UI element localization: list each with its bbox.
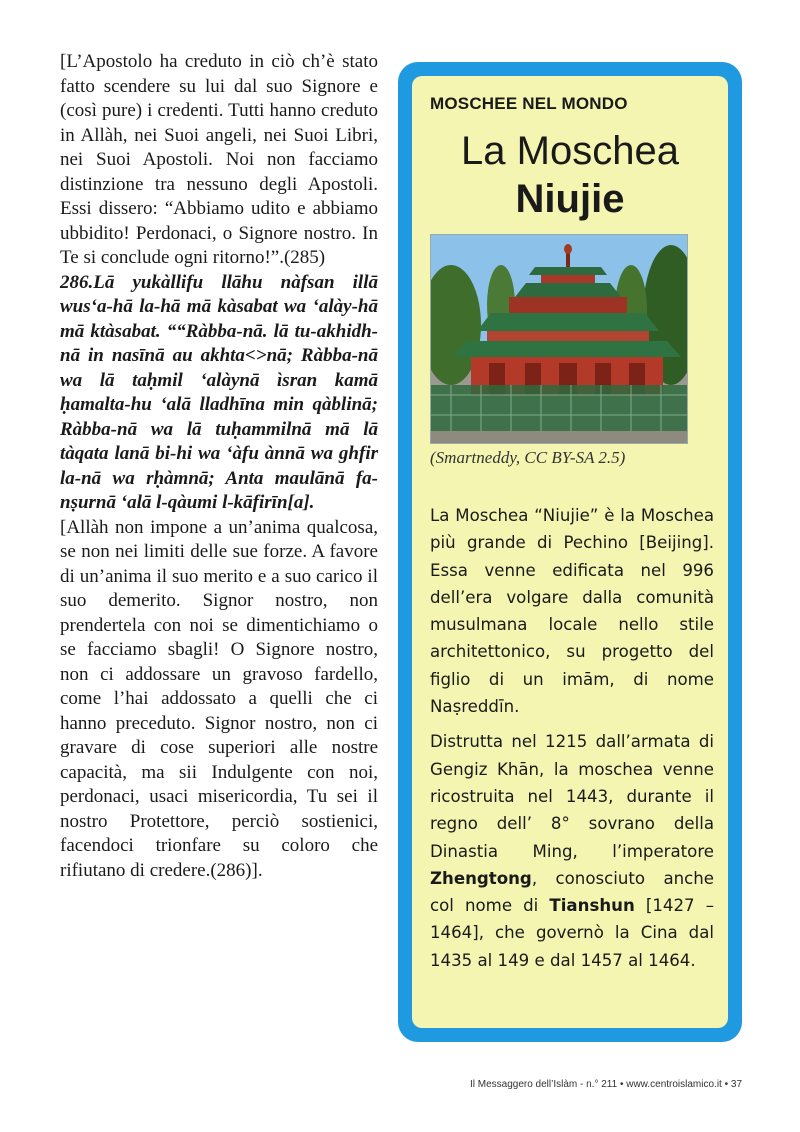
sidebar-paragraph-2 bbox=[430, 728, 714, 974]
sidebar-body bbox=[430, 502, 714, 982]
transliteration-verse-286: 286.Lā yukàllifu llāhu nàfsan illā wus‘a-hā la-hā mā kàsabat wa ‘alày-hā mā ktàsabat. ““Ràbba-nā. lā tu-akhidh-nā in nasīnā au akhta<>nā; Ràbba-nā wa lā taḥmil ‘alàynā ìsran kamā ḥamalta-hu ‘alā lladhīna min qàblinā; Ràbba-nā wa lā tuḥammilnā mā lā tàqata lanā bi-hi wa ‘àfu ànnā wa ghfir la-nā wa rḥàmnā; Anta maulānā fa-nṣurnā ‘alā l-qàumi l-kāfirīn[a]. bbox=[60, 271, 378, 513]
translation-paragraph-286: [Allàh non impone a un’anima qualcosa, se non nei limiti delle sue forze. A favore di un’anima il suo merito e a suo carico il suo demerito. Signor nostro, non prendertela con noi se dimentichiamo o se facciamo sbagli! O Signore nostro, non ci addossare un gravoso fardello, come l’hai addossato a quelli che ci hanno preceduto. Signor nostro, non ci gravare di cose superiori alle nostre capacità, ma sii Indulgente con noi, perdonaci, usaci misericordia, Tu sei il nostro Protettore, perciò sostienici, facendoci trionfare su coloro che rifiutano di credere.(286)]. bbox=[60, 516, 378, 881]
mosque-photo-illustration bbox=[431, 235, 687, 443]
sidebar-p2-part-e: [1427 – 1464], che governò la Cina dal 1435 al 149 e dal 1457 al 1464. bbox=[430, 896, 714, 970]
sidebar-inner bbox=[412, 76, 728, 1028]
sidebar-title-line-1: La Moschea bbox=[461, 129, 679, 173]
sidebar-title-line-2: Niujie bbox=[515, 177, 625, 221]
page-footer: Il Messaggero dell’Islàm - n.° 211 • www.centroislamico.it • 37 bbox=[469, 1079, 742, 1090]
section-kicker: MOSCHEE NEL MONDO bbox=[430, 94, 628, 113]
sidebar-p2-part-c: , conosciuto anche col nome di bbox=[430, 868, 714, 916]
sidebar-paragraph-1: La Moschea “Niujie” è la Moschea più grande di Pechino [Beijing]. Essa venne edificata nel 996 dell’era volgare dalla comunità musulmana locale nello stile architettonico, su progetto del figlio di un imām, di nome Naṣreddīn. bbox=[430, 506, 714, 717]
emperor-name-tianshun: Tianshun bbox=[549, 896, 635, 916]
mosque-photo bbox=[430, 234, 688, 444]
photo-caption: (Smartneddy, CC BY-SA 2.5) bbox=[430, 448, 626, 467]
emperor-name-zhengtong: Zhengtong bbox=[430, 868, 532, 888]
sidebar-p2-part-a: Distrutta nel 1215 dall’armata di Gengiz Khān, la moschea venne ricostruita nel 1443, durante il regno dell’ 8° sovrano della Dinastia Ming, l’imperatore bbox=[430, 732, 714, 861]
main-text-column bbox=[60, 50, 378, 883]
translation-paragraph-285: [L’Apostolo ha creduto in ciò ch’è stato fatto scendere su lui dal suo Signore e (così pure) i credenti. Tutti hanno creduto in Allàh, nei Suoi angeli, nei Suoi Libri, nei Suoi Apostoli. Noi non facciamo distinzione tra nessuno degli Apostoli. Essi dissero: “Abbiamo udito e abbiamo ubbidito! Perdonaci, o Signore nostro. In Te si conclude ogni ritorno!”.(285) bbox=[60, 51, 378, 268]
sidebar-box bbox=[398, 62, 742, 1042]
